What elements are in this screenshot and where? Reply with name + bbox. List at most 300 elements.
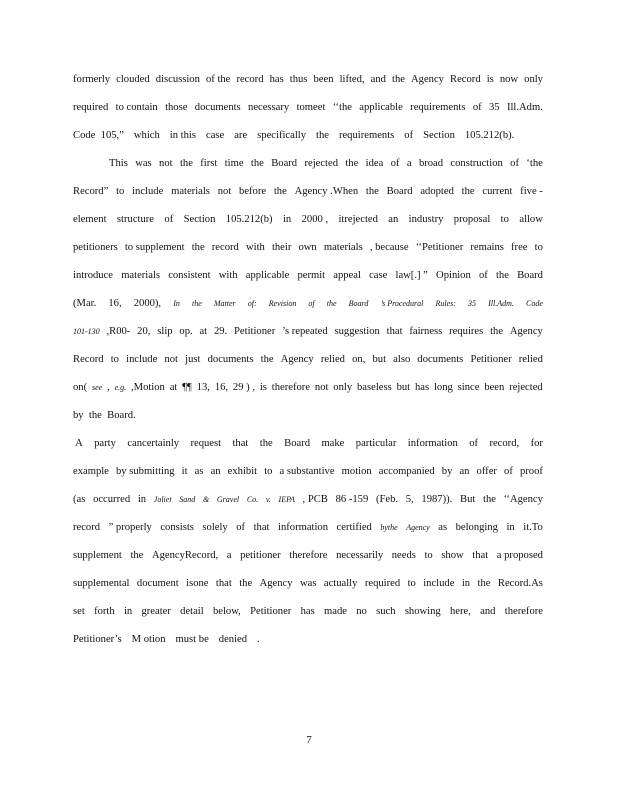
word: to [534,242,543,253]
word: has [414,382,430,393]
word: But [460,494,476,505]
word: required [364,578,401,589]
word: Petitioner [250,606,292,617]
word: been [313,74,334,85]
word: case [206,130,225,141]
word: the [345,158,359,169]
word: in [123,606,133,617]
italic-word: bythe [380,523,398,532]
italic-word: 35 [468,299,477,308]
italic-word: e.g. [114,383,127,392]
word: of [510,158,519,169]
text-line [73,381,543,395]
word: 5, [405,494,414,505]
word: ,R00- [106,326,131,337]
italic-word: the [191,299,202,308]
word: Agency [509,326,543,337]
word: Board [284,438,311,449]
word: (as [73,494,86,505]
word: supplemental [73,578,130,589]
word: now [499,74,519,85]
word: Record [450,74,481,85]
word: greater [141,606,171,617]
word: such [376,606,396,617]
word: been [484,382,505,393]
word: belonging [455,522,498,533]
word: on( [73,382,88,393]
word: to supplement [124,242,185,253]
word: Board [271,158,298,169]
word: make [321,438,345,449]
word: include [126,354,158,365]
word: ” properly [108,522,152,533]
word: by the Board. [73,410,136,421]
text-line [73,493,543,507]
word: a [406,158,412,169]
word: requires [449,326,484,337]
word: to [500,214,509,225]
word: of [504,466,513,477]
word: broad [418,158,444,169]
word: Section [183,214,216,225]
word: party [94,438,116,449]
word: proposal [453,214,491,225]
word: the [179,158,193,169]
word: the [259,438,273,449]
word: offer [476,466,497,477]
text-line [73,297,543,311]
word: Agency [411,74,444,85]
word: and [480,606,496,617]
text-line [73,101,543,115]
word: it [181,466,188,477]
word: that [215,578,232,589]
word: needs [391,550,416,561]
word: but [396,382,411,393]
word: by [441,466,453,477]
word: to [116,186,125,197]
word: materials [323,242,363,253]
word: show [441,550,464,561]
word: Record [73,354,104,365]
word: showing [404,606,441,617]
word: to [424,550,433,561]
italic-word: 101-130 [73,327,100,336]
word: A [73,438,83,449]
word: 29. [213,326,228,337]
word: the [273,186,287,197]
text-line [73,465,543,479]
word: in this [169,130,196,141]
word: 29 ) , [232,382,255,393]
word: appeal [333,270,361,281]
word: requirements [410,102,466,113]
word: to [264,466,273,477]
word: a [226,550,232,561]
word: Petitioner [234,326,276,337]
word: free [511,242,528,253]
text-line [73,269,543,283]
word: consistent [168,270,211,281]
text-line [73,577,543,591]
word: motion [341,466,372,477]
word: op. [179,326,193,337]
word: the [191,242,205,253]
word: particular [355,438,397,449]
word: Record” [73,186,109,197]
word: by submitting [115,466,175,477]
word: those [165,102,188,113]
word: industry [408,214,444,225]
word: must be [175,634,209,645]
text-line [73,409,543,423]
text-line [73,73,543,87]
word: Agency [259,578,293,589]
word: 13, [196,382,210,393]
word: Code 105,” [73,130,124,141]
word: ‘the [526,158,543,169]
word: record, [489,438,520,449]
word: exhibit [227,466,258,477]
word: the [461,186,475,197]
word: remains [470,242,504,253]
word: long [433,382,453,393]
word: time [224,158,244,169]
word: information [407,438,458,449]
word: supplement [73,550,122,561]
word: introduce [73,270,114,281]
word: the [477,578,491,589]
word: of [390,158,400,169]
text-line [73,549,543,563]
word: This [109,158,128,169]
word: law[.] ” [395,270,428,281]
word: Board [517,270,543,281]
word: element [73,214,107,225]
word: M otion [131,634,166,645]
word: which [133,130,160,141]
word: the [260,354,274,365]
word: that [472,550,489,561]
word: just [185,354,201,365]
italic-word: Co. [246,495,259,504]
word: relied [320,354,345,365]
word: case [369,270,388,281]
word: Agency [280,354,314,365]
word: on, [352,354,366,365]
word: was [299,578,317,589]
word: baseless [357,382,392,393]
word: petitioners [73,242,118,253]
word: not [159,158,173,169]
word: Section [423,130,455,141]
word: 86 -159 [335,494,369,505]
word: as [194,466,204,477]
word: applicable [359,102,403,113]
italic-word: Code [526,299,543,308]
word: first [200,158,218,169]
word: are [234,130,248,141]
word: requirements [338,130,395,141]
text-line [73,437,543,451]
word: solely [202,522,228,533]
italic-word: of [308,299,315,308]
italic-word: Ill.Adm. [488,299,514,308]
word: current [482,186,513,197]
word: consists [160,522,194,533]
word: Board [386,186,413,197]
word: at [169,382,178,393]
italic-word: of: [247,299,257,308]
italic-word: see [91,383,103,392]
word: in [461,578,471,589]
word: example [73,466,109,477]
word: here, [450,606,471,617]
word: information [278,522,329,533]
word: ,Motion [131,382,165,393]
word: not [314,382,329,393]
word: the [130,550,144,561]
word: and [370,74,386,85]
word: Petitioner’s [73,634,122,645]
word: was [135,158,152,169]
italic-word: ’s Procedural [380,299,424,308]
word: . [257,634,260,645]
word: before [239,186,267,197]
word: tomeet [296,102,326,113]
text-line [73,605,543,619]
word: discussion [155,74,200,85]
word: of the [205,74,231,85]
word: is [259,382,267,393]
word: fairness [409,326,443,337]
word: record [211,242,239,253]
text-line [73,129,543,143]
word: has [300,606,315,617]
word: only [524,74,543,85]
italic-word: In [173,299,180,308]
word: the [365,186,379,197]
word: , [107,382,110,393]
italic-word: Revision [268,299,297,308]
word: (Feb. [375,494,399,505]
word: 20, [137,326,151,337]
word: of [236,522,246,533]
word: cancertainly [127,438,180,449]
word: proof [519,466,543,477]
word: suggestion [334,326,380,337]
italic-word: Board [348,299,369,308]
word: document [136,578,179,589]
word: necessary [248,102,290,113]
word: Petitioner [470,354,512,365]
word: it.To [523,522,543,533]
italic-word: IEPA [278,495,295,504]
word: 35 [489,102,500,113]
word: therefore [289,550,328,561]
word: to contain [115,102,158,113]
word: required [73,102,109,113]
text-line [73,325,543,339]
word: ‘‘the [332,102,352,113]
word: ‘‘Agency [503,494,543,505]
word: Ill.Adm. [506,102,543,113]
word: an [388,214,399,225]
word: not [164,354,178,365]
word: that [232,438,249,449]
word: the [495,270,509,281]
italic-word: Sand [179,495,196,504]
word: an [210,466,221,477]
word: in [282,214,292,225]
word: , PCB [302,494,328,505]
word: five - [520,186,543,197]
word: construction [450,158,503,169]
word: for [530,438,543,449]
page-number: 7 [306,734,312,746]
word: at [199,326,208,337]
word: Opinion [436,270,471,281]
word: adopted [420,186,454,197]
word: permit [297,270,326,281]
word: lifted, [339,74,365,85]
word: of [478,270,488,281]
word: the [483,494,496,505]
word: a substantive [279,466,335,477]
word: isone [186,578,209,589]
word: that [386,326,403,337]
word: applicable [245,270,290,281]
word: specifically [257,130,306,141]
word: with [218,270,238,281]
word: therefore [271,382,311,393]
word: record [73,522,101,533]
word: rejected [304,158,338,169]
word: only [333,382,353,393]
word: but [372,354,387,365]
text-line [73,241,543,255]
word: ¶¶ [182,382,192,393]
word: to [407,578,416,589]
italic-word: & [202,495,210,504]
word: 16, [108,298,122,309]
word: the [490,326,504,337]
word: structure [116,214,154,225]
italic-word: Rules: [435,299,456,308]
word: that [253,522,270,533]
word: ‘‘Petitioner [415,242,464,253]
word: own [298,242,317,253]
italic-word: Joliet [153,495,172,504]
text-line [73,213,543,227]
word: ’s repeated [282,326,328,337]
word: of [469,438,479,449]
word: occurred [93,494,131,505]
word: 16, [214,382,229,393]
word: their [271,242,292,253]
word: below, [212,606,241,617]
word: thus [289,74,308,85]
word: materials [121,270,161,281]
word: since [457,382,480,393]
word: actually [323,578,358,589]
italic-word: Matter [213,299,236,308]
word: certified [336,522,372,533]
word: accompanied [378,466,435,477]
text-line [109,157,543,171]
word: in [506,522,515,533]
word: formerly [73,74,111,85]
word: the [250,158,264,169]
word: documents [417,354,464,365]
text-line [73,353,543,367]
word: materials [171,186,210,197]
word: allow [519,214,543,225]
word: request [190,438,222,449]
word: rejected [509,382,543,393]
word: forth [94,606,115,617]
word: clouded [116,74,150,85]
word: Agency .When [294,186,359,197]
italic-word: v. [265,495,271,504]
word: therefore [504,606,543,617]
word: of [472,102,482,113]
word: , because [369,242,409,253]
word: idea [365,158,384,169]
word: Record.As [497,578,543,589]
word: of [404,130,414,141]
italic-word: Gravel [216,495,240,504]
word: include [423,578,455,589]
word: itrejected [338,214,378,225]
word: set [73,606,85,617]
text-line [73,521,543,535]
word: 2000), [133,298,162,309]
word: AgencyRecord, [151,550,219,561]
italic-word: Agency [406,523,430,532]
word: the [392,74,405,85]
word: in [137,494,147,505]
word: 105.212(b). [464,130,515,141]
word: also [393,354,411,365]
word: is [486,74,494,85]
italic-word: the [326,299,337,308]
word: relied [518,354,543,365]
word: 105.212(b) [225,214,273,225]
word: record [236,74,264,85]
word: (Mar. [73,298,97,309]
word: denied [218,634,248,645]
text-line [73,633,543,647]
word: 2000 , [301,214,329,225]
text-line [73,185,543,199]
word: an [459,466,470,477]
word: 1987)). [421,494,453,505]
word: not [217,186,232,197]
word: slip [157,326,173,337]
word: the [239,578,253,589]
word: petitioner [240,550,281,561]
word: as [438,522,448,533]
word: of [164,214,174,225]
word: a proposed [496,550,543,561]
word: to [110,354,119,365]
word: no [356,606,367,617]
word: documents [207,354,254,365]
word: the [316,130,329,141]
word: detail [180,606,204,617]
word: with [245,242,265,253]
